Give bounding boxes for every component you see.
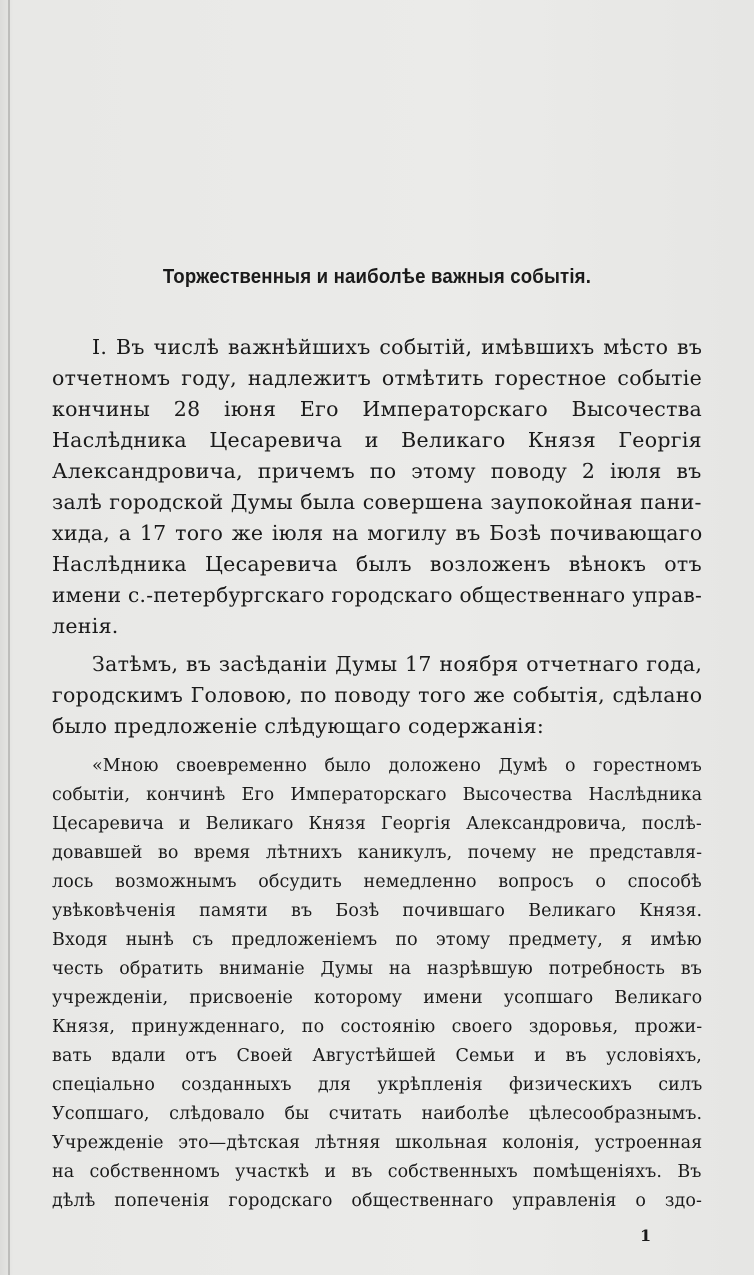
- text-line: кончины 28 іюня Его Императорскаго Высочества: [52, 397, 703, 421]
- quote-line: Учрежденіе это—дѣтская лѣтняя школьная колонія, устроенная: [52, 1133, 703, 1153]
- text-line: Затѣмъ, въ засѣданіи Думы 17 ноября отчетнаго года,: [92, 652, 703, 676]
- quote-line: «Мною своевременно было доложено Думѣ о горестномъ: [92, 756, 702, 776]
- text-line: отчетномъ году, надлежитъ отмѣтить горестное событіе: [52, 366, 703, 390]
- text-line: было предложеніе слѣдующаго содержанія:: [52, 714, 545, 738]
- text-line: Александровича, причемъ по этому поводу 2 іюля въ: [52, 459, 702, 483]
- text-line: I. Въ числѣ важнѣйшихъ событій, имѣвшихъ мѣсто въ: [92, 335, 703, 359]
- text-line: Наслѣдника Цесаревича и Великаго Князя Георгія: [52, 428, 702, 452]
- text-line: хида, а 17 того же іюля на могилу въ Бозѣ почивающаго: [52, 521, 703, 545]
- text-line: залѣ городской Думы была совершена заупокойная пани-: [52, 490, 702, 514]
- quote-line: событіи, кончинѣ Его Императорскаго Высочества Наслѣдника: [52, 785, 703, 805]
- text-line: имени с.-петербургскаго городскаго общественнаго управ-: [52, 583, 703, 607]
- quote-line: вать вдали отъ Своей Августѣйшей Семьи и въ условіяхъ,: [52, 1046, 702, 1066]
- page-number: 1: [640, 1226, 652, 1245]
- section-title: Торжественныя и наиболѣе важныя событія.: [162, 266, 592, 288]
- text-line: городскимъ Головою, по поводу того же событія, сдѣлано: [52, 683, 703, 707]
- quote-line: спеціально созданныхъ для укрѣпленія физическихъ силъ: [52, 1075, 703, 1095]
- quote-line: Усопшаго, слѣдовало бы считать наиболѣе цѣлесообразнымъ.: [52, 1104, 703, 1124]
- quote-line: на собственномъ участкѣ и въ собственныхъ помѣщеніяхъ. Въ: [52, 1162, 702, 1182]
- text-line: ленія.: [52, 614, 119, 638]
- quote-line: Входя нынѣ съ предложеніемъ по этому предмету, я имѣю: [52, 930, 702, 950]
- quote-line: Цесаревича и Великаго Князя Георгія Александровича, послѣ-: [52, 814, 702, 834]
- quote-line: увѣковѣченія памяти въ Бозѣ почившаго Великаго Князя.: [52, 901, 703, 921]
- quote-line: лось возможнымъ обсудить немедленно вопросъ о способѣ: [52, 872, 702, 892]
- quote-line: Князя, принужденнаго, по состоянію своего здоровья, прожи-: [52, 1017, 703, 1037]
- text-line: Наслѣдника Цесаревича былъ возложенъ вѣнокъ отъ: [52, 552, 702, 576]
- quote-line: честь обратить вниманіе Думы на назрѣвшую потребность въ: [52, 959, 702, 979]
- quote-line: довавшей во время лѣтнихъ каникулъ, почему не представля-: [52, 843, 703, 863]
- page-edge-shadow: [8, 0, 10, 1275]
- quote-line: учрежденіи, присвоеніе которому имени усопшаго Великаго: [52, 988, 703, 1008]
- quote-line: дѣлѣ попеченія городскаго общественнаго управленія о здо-: [52, 1191, 702, 1211]
